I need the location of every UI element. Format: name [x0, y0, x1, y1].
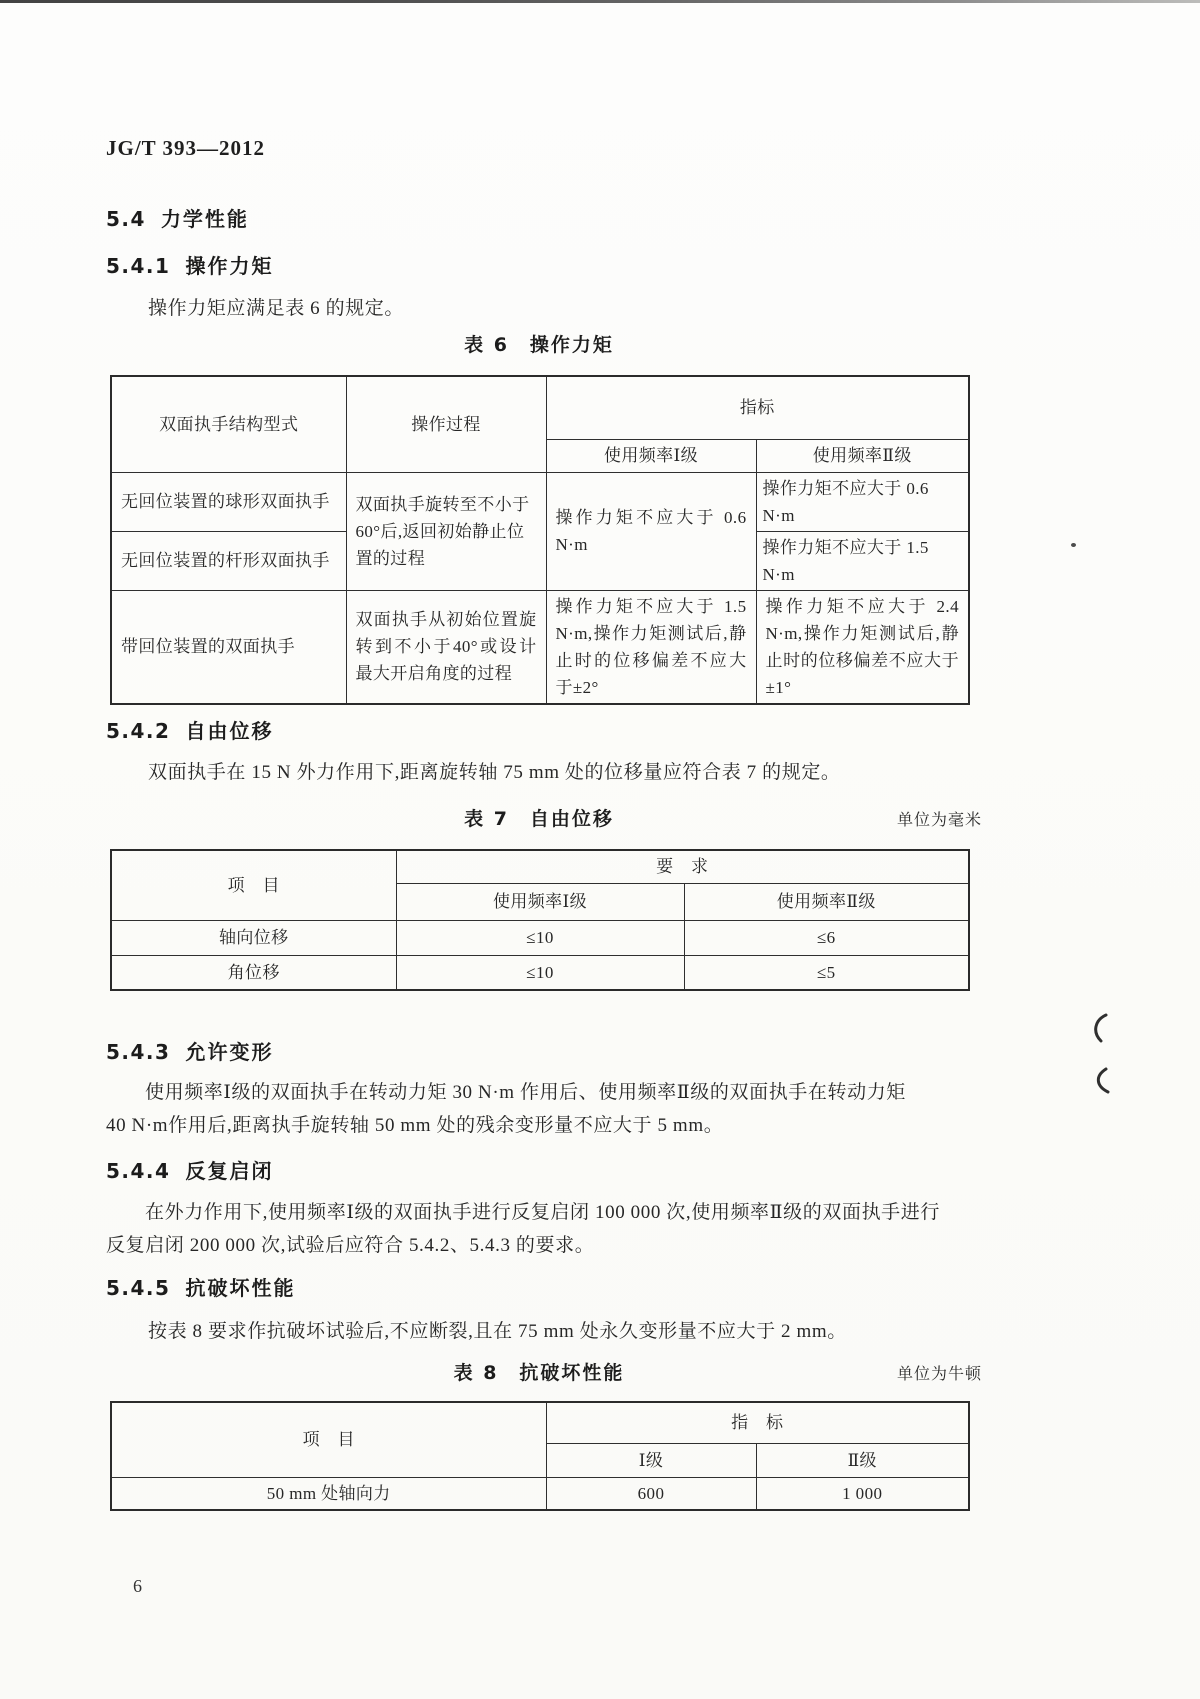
table8-caption: 表 8 抗破坏性能 — [453, 1362, 625, 1384]
table7-cell-freq1-value: ≤10 — [396, 920, 684, 955]
section-5-4-3-body — [106, 1076, 1012, 1142]
scan-speck-artifact — [1071, 543, 1076, 547]
section-title: 反复启闭 — [185, 1159, 274, 1183]
table7-header-freq1: 使用频率Ⅰ级 — [396, 883, 684, 920]
paragraph-line: 反复启闭 200 000 次,试验后应符合 5.4.2、5.4.3 的要求。 — [106, 1235, 595, 1256]
table6-cell-r3c3: 操作力矩不应大于 1.5 N·m,操作力矩测试后,静止时的位移偏差不应大于±2° — [546, 590, 756, 704]
section-number: 5.4.1 — [106, 254, 171, 278]
table7-cell-freq2-value: ≤5 — [684, 955, 969, 990]
paragraph-line: 在外力作用下,使用频率Ⅰ级的双面执手进行反复启闭 100 000 次,使用频率Ⅱ级的双面执手进行 — [145, 1202, 940, 1223]
section-5-4-5-body: 按表 8 要求作抗破坏试验后,不应断裂,且在 75 mm 处永久变形量不应大于 2 mm。 — [148, 1321, 847, 1342]
table6-cell-r1c1: 无回位装置的球形双面执手 — [111, 472, 346, 531]
table8-cell-grade1-value: 600 — [546, 1477, 756, 1510]
table7-unit-label: 单位为毫米 — [896, 812, 982, 829]
table7-cell-freq2-value: ≤6 — [684, 920, 969, 955]
table7-cell-item: 角位移 — [111, 955, 396, 990]
table8-row-axial-force — [111, 1477, 969, 1510]
table6-cell-r3c4: 操作力矩不应大于 2.4 N·m,操作力矩测试后,静止时的位移偏差不应大于±1° — [756, 590, 969, 704]
section-5-4-2-body: 双面执手在 15 N 外力作用下,距离旋转轴 75 mm 处的位移量应符合表 7 的规定。 — [148, 762, 841, 783]
table8-header-item: 项 目 — [111, 1402, 546, 1477]
section-title: 操作力矩 — [185, 254, 274, 278]
table7-header-row1 — [111, 850, 969, 883]
section-title: 自由位移 — [185, 719, 274, 743]
section-5-4-1-body: 操作力矩应满足表 6 的规定。 — [148, 298, 405, 319]
section-5-4-4-heading — [106, 1155, 273, 1184]
table8-header-grade1: Ⅰ级 — [546, 1443, 756, 1477]
table6-header-freq1: 使用频率Ⅰ级 — [546, 439, 756, 472]
table7-header-item: 项 目 — [111, 850, 396, 920]
table7-row-axial — [111, 920, 969, 955]
table8-unit-label: 单位为牛顿 — [896, 1366, 982, 1383]
table6-cell-r12c2: 双面执手旋转至不小于60°后,返回初始静止位置的过程 — [346, 472, 546, 590]
table6-header-freq2: 使用频率Ⅱ级 — [756, 439, 969, 472]
section-title: 力学性能 — [160, 207, 249, 231]
section-5-4-1-heading — [106, 250, 273, 279]
doc-code: JG/T 393—2012 — [106, 136, 266, 160]
table8-header-grade2: Ⅱ级 — [756, 1443, 969, 1477]
table8-breakage-resistance — [110, 1401, 970, 1511]
scan-edge-artifact — [0, 0, 1200, 3]
scan-pen-mark-artifact — [1088, 1066, 1114, 1096]
table8-cell-grade2-value: 1 000 — [756, 1477, 969, 1510]
section-title: 允许变形 — [185, 1040, 274, 1064]
table6-cell-r3c2: 双面执手从初始位置旋转到不小于40°或设计最大开启角度的过程 — [346, 590, 546, 704]
table6-header-row1 — [111, 376, 969, 439]
table7-caption-row — [110, 804, 982, 831]
table6-caption-row — [110, 330, 968, 357]
paragraph-line: 使用频率Ⅰ级的双面执手在转动力矩 30 N·m 作用后、使用频率Ⅱ级的双面执手在转动力矩 — [145, 1082, 906, 1103]
section-5-4-heading — [106, 203, 249, 232]
page-number: 6 — [133, 1576, 142, 1596]
table6-header-structure-type: 双面执手结构型式 — [111, 376, 346, 472]
table7-header-freq2: 使用频率Ⅱ级 — [684, 883, 969, 920]
table6-header-operation-process: 操作过程 — [346, 376, 546, 472]
table8-header-index-group: 指 标 — [546, 1402, 969, 1443]
section-number: 5.4.3 — [106, 1040, 171, 1064]
table6-row-ball-handle — [111, 472, 969, 531]
section-title: 抗破坏性能 — [185, 1276, 296, 1300]
section-5-4-4-body — [106, 1196, 1012, 1262]
section-number: 5.4.2 — [106, 719, 171, 743]
table6-caption: 表 6 操作力矩 — [464, 334, 614, 356]
table6-operating-torque — [110, 375, 970, 705]
paragraph-line: 40 N·m作用后,距离执手旋转轴 50 mm 处的残余变形量不应大于 5 mm。 — [106, 1115, 724, 1136]
table7-cell-freq1-value: ≤10 — [396, 955, 684, 990]
table7-header-requirement-group: 要 求 — [396, 850, 969, 883]
table7-free-displacement — [110, 849, 970, 991]
section-number: 5.4.5 — [106, 1276, 171, 1300]
table6-cell-r2c1: 无回位装置的杆形双面执手 — [111, 531, 346, 590]
scan-pen-mark-artifact — [1086, 1012, 1112, 1044]
table6-header-index-group: 指标 — [546, 376, 969, 439]
table8-cell-item: 50 mm 处轴向力 — [111, 1477, 546, 1510]
table8-header-row1 — [111, 1402, 969, 1443]
section-5-4-3-heading — [106, 1036, 273, 1065]
table6-cell-r3c1: 带回位装置的双面执手 — [111, 590, 346, 704]
table6-cell-r12c3: 操作力矩不应大于 0.6 N·m — [546, 472, 756, 590]
table6-cell-r1c4: 操作力矩不应大于 0.6 N·m — [756, 472, 969, 531]
table7-cell-item: 轴向位移 — [111, 920, 396, 955]
table6-row-return-device — [111, 590, 969, 704]
section-number: 5.4.4 — [106, 1159, 171, 1183]
table6-cell-r2c4: 操作力矩不应大于 1.5 N·m — [756, 531, 969, 590]
table7-caption: 表 7 自由位移 — [464, 808, 614, 830]
section-5-4-5-heading — [106, 1272, 295, 1301]
table7-row-angular — [111, 955, 969, 990]
table8-caption-row — [110, 1358, 982, 1385]
section-number: 5.4 — [106, 207, 146, 231]
section-5-4-2-heading — [106, 715, 273, 744]
